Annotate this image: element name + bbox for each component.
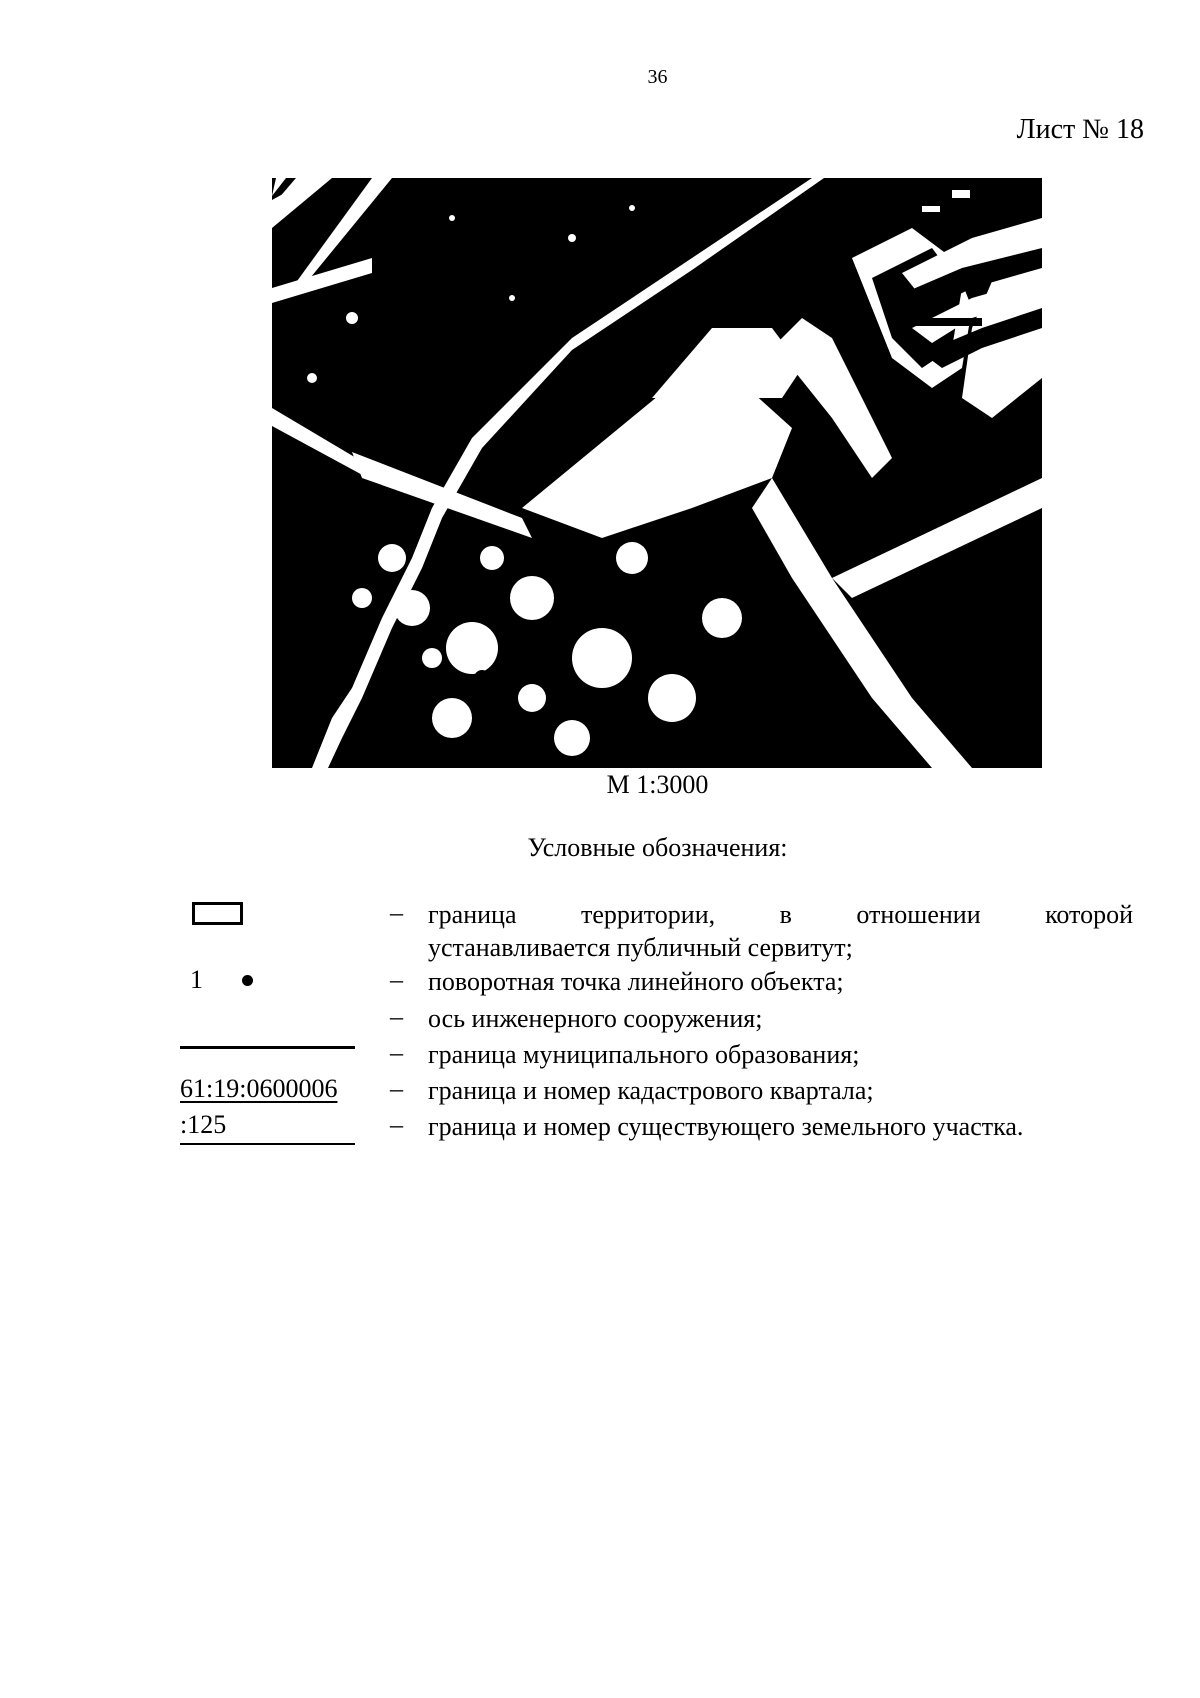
legend-symbol-point (180, 965, 355, 1001)
map-scale: М 1:3000 (606, 770, 709, 799)
legend-symbol-cadastral-quarter (180, 1074, 355, 1110)
aerial-map-image (272, 178, 1042, 768)
legend-text: граница муниципального образования; (428, 1040, 860, 1069)
boundary-rectangle-icon (192, 902, 243, 925)
legend-text-continued: устанавливается публичный сервитут; (428, 933, 853, 962)
legend-item-municipal-boundary (0, 1038, 1200, 1074)
point-dot-icon (242, 975, 253, 986)
legend-dash: – (390, 1002, 403, 1031)
legend-text: граница и номер существующего земельного участка. (428, 1112, 1024, 1141)
legend-dash: – (390, 1110, 403, 1139)
parcel-number: :125 (180, 1110, 355, 1145)
legend-item-land-parcel (0, 1110, 1200, 1146)
point-number: 1 (190, 965, 203, 994)
legend-item-turning-point (0, 965, 1200, 1001)
legend-dash: – (390, 965, 403, 994)
legend-symbol-empty (180, 1002, 355, 1038)
legend-item-cadastral-quarter (0, 1074, 1200, 1110)
legend-symbol-parcel (180, 1110, 355, 1146)
sheet-label: Лист № 18 (1016, 114, 1144, 145)
legend-symbol-rectangle (180, 898, 355, 934)
municipal-boundary-line-icon (180, 1046, 355, 1049)
aerial-map (272, 178, 1042, 768)
legend-item-servitude-boundary (0, 898, 1200, 934)
legend-text: ось инженерного сооружения; (428, 1004, 763, 1033)
legend-item-engineering-axis (0, 1002, 1200, 1038)
page-number: 36 (647, 66, 668, 88)
legend-dash: – (390, 1038, 403, 1067)
legend-dash: – (390, 898, 403, 927)
legend-text: поворотная точка линейного объекта; (428, 967, 844, 996)
cadastral-quarter-number: 61:19:0600006 (180, 1074, 338, 1103)
legend-text: граница и номер кадастрового квартала; (428, 1076, 874, 1105)
legend-text: граница территории, в отношении которой (428, 900, 1133, 929)
legend-item-servitude-boundary-cont (0, 931, 1200, 967)
legend-dash: – (390, 1074, 403, 1103)
legend-symbol-line (180, 1038, 355, 1074)
legend-title: Условные обозначения: (527, 833, 788, 862)
